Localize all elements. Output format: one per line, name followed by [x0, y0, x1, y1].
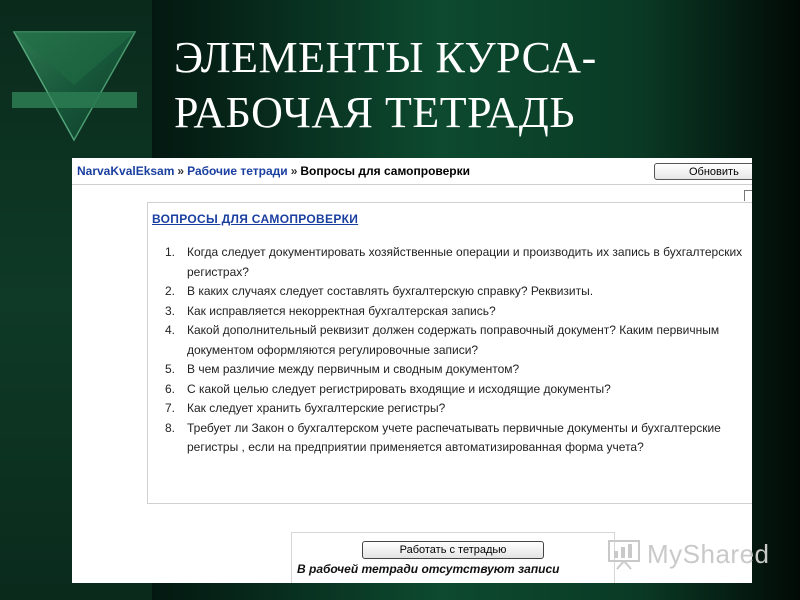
- question-item: [148, 399, 752, 419]
- edge-fragment: [744, 190, 752, 201]
- workbook-actions-panel: [291, 532, 615, 583]
- slide-title-line2: РАБОЧАЯ ТЕТРАДЬ: [174, 88, 576, 137]
- watermark-text: MyShared: [647, 539, 770, 569]
- question-item: [148, 302, 752, 322]
- question-text: Требует ли Закон о бухгалтерском учете распечатывать первичные документы и бухгалтерские регистры , если на предприятии применяется автоматизированная форма учета?: [187, 420, 721, 454]
- watermark: [607, 536, 787, 572]
- breadcrumb-separator: »: [177, 164, 185, 178]
- question-text: Когда следует документировать хозяйственные операции и производить их запись в бухгалтерских регистрах?: [187, 245, 743, 279]
- question-number: 2.: [165, 284, 176, 298]
- question-text: Какой дополнительный реквизит должен содержать поправочный документ? Каким первичным документом оформляются регулировочные записи?: [187, 323, 720, 357]
- breadcrumb-link-home[interactable]: NarvaKvalEksam: [77, 164, 175, 178]
- empty-entries-message: В рабочей тетради отсутствуют записи: [297, 562, 560, 576]
- question-number: 5.: [165, 362, 176, 376]
- question-item: [148, 360, 752, 380]
- breadcrumb: [72, 158, 752, 185]
- question-number: 6.: [165, 381, 176, 396]
- workbook-heading[interactable]: ВОПРОСЫ ДЛЯ САМОПРОВЕРКИ: [152, 212, 359, 226]
- question-list: [148, 243, 752, 458]
- question-number: 8.: [165, 420, 176, 435]
- question-item: [148, 380, 752, 400]
- embedded-screenshot: [72, 158, 752, 583]
- breadcrumb-separator: »: [290, 164, 298, 178]
- question-item: [148, 243, 752, 282]
- question-item: [148, 282, 752, 302]
- question-text: В чем различие между первичным и сводным документом?: [187, 362, 520, 376]
- question-number: 1.: [165, 245, 176, 259]
- question-item: [148, 419, 752, 458]
- question-text: Как следует хранить бухгалтерские регистры?: [187, 401, 446, 415]
- question-number: 3.: [165, 303, 176, 318]
- question-text: В каких случаях следует составлять бухгалтерскую справку? Реквизиты.: [187, 284, 594, 298]
- question-number: 7.: [165, 401, 176, 415]
- question-item: [148, 321, 752, 360]
- work-with-workbook-button[interactable]: Работать с тетрадью: [362, 541, 544, 559]
- question-text: С какой целью следует регистрировать входящие и исходящие документы?: [187, 381, 611, 396]
- slide-title-line1: ЭЛЕМЕНТЫ КУРСА-: [174, 33, 597, 82]
- breadcrumb-link-workbooks[interactable]: Рабочие тетради: [187, 164, 288, 178]
- presentation-chart-icon: [607, 538, 641, 570]
- refresh-button[interactable]: Обновить: [654, 163, 752, 180]
- green-pyramid-logo: [12, 30, 137, 142]
- question-text: Как исправляется некорректная бухгалтерская запись?: [187, 303, 496, 318]
- breadcrumb-current: Вопросы для самопроверки: [300, 164, 471, 178]
- workbook-box: [147, 202, 752, 504]
- slide-title: [174, 30, 774, 140]
- question-number: 4.: [165, 323, 176, 337]
